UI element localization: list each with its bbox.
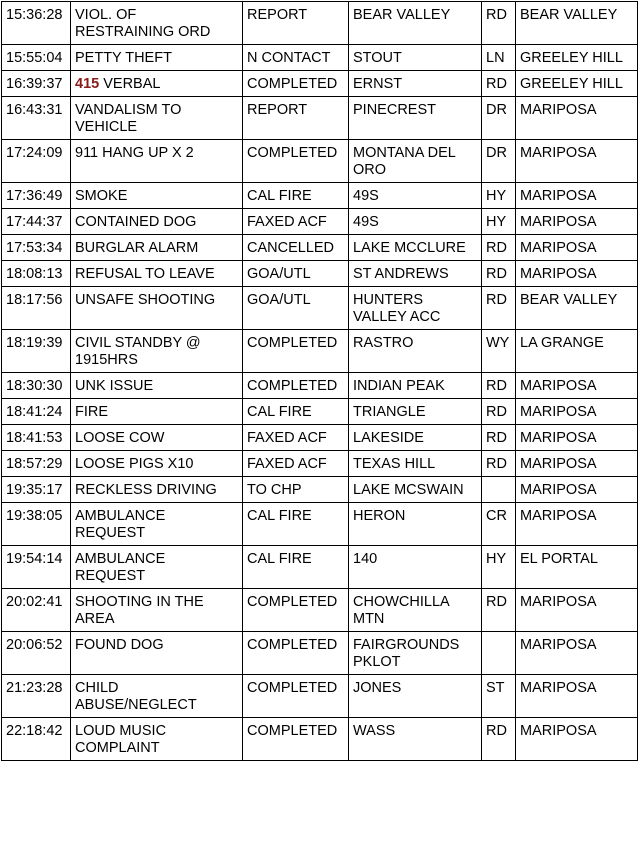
incident-street: BEAR VALLEY [349, 2, 482, 45]
incident-city: MARIPOSA [516, 183, 638, 209]
incident-time: 20:06:52 [2, 632, 71, 675]
incident-type: UNK ISSUE [71, 373, 243, 399]
incident-disposition: COMPLETED [243, 71, 349, 97]
incident-disposition: COMPLETED [243, 330, 349, 373]
incident-street: 49S [349, 183, 482, 209]
incident-city: MARIPOSA [516, 373, 638, 399]
incident-street-suffix: RD [482, 287, 516, 330]
incident-type-text: VERBAL [99, 76, 161, 92]
incident-type: SHOOTING IN THE AREA [71, 589, 243, 632]
incident-type: UNSAFE SHOOTING [71, 287, 243, 330]
incident-type: SMOKE [71, 183, 243, 209]
incident-street: TRIANGLE [349, 399, 482, 425]
incident-city: MARIPOSA [516, 451, 638, 477]
incident-type: LOOSE PIGS X10 [71, 451, 243, 477]
incident-time: 18:41:24 [2, 399, 71, 425]
incident-street: HUNTERS VALLEY ACC [349, 287, 482, 330]
incident-street-suffix: RD [482, 71, 516, 97]
incident-city: BEAR VALLEY [516, 2, 638, 45]
incident-time: 16:39:37 [2, 71, 71, 97]
incident-time: 19:35:17 [2, 477, 71, 503]
incident-disposition: N CONTACT [243, 45, 349, 71]
table-row [2, 451, 638, 477]
incident-street: LAKE MCSWAIN [349, 477, 482, 503]
incident-city: GREELEY HILL [516, 71, 638, 97]
incident-city: MARIPOSA [516, 399, 638, 425]
table-row [2, 546, 638, 589]
incident-time: 18:08:13 [2, 261, 71, 287]
incident-street-suffix: RD [482, 235, 516, 261]
incident-type [71, 71, 243, 97]
incident-street-suffix: DR [482, 97, 516, 140]
incident-street-suffix: WY [482, 330, 516, 373]
incident-type: VIOL. OF RESTRAINING ORD [71, 2, 243, 45]
incident-city: MARIPOSA [516, 140, 638, 183]
incident-time: 17:44:37 [2, 209, 71, 235]
incident-log-table [1, 1, 638, 761]
incident-time: 15:36:28 [2, 2, 71, 45]
table-row [2, 503, 638, 546]
incident-street: STOUT [349, 45, 482, 71]
incident-street: LAKE MCCLURE [349, 235, 482, 261]
table-row [2, 477, 638, 503]
incident-city: MARIPOSA [516, 503, 638, 546]
incident-city: BEAR VALLEY [516, 287, 638, 330]
incident-street-suffix: RD [482, 425, 516, 451]
incident-disposition: GOA/UTL [243, 261, 349, 287]
incident-street: WASS [349, 718, 482, 761]
incident-disposition: FAXED ACF [243, 451, 349, 477]
incident-city: MARIPOSA [516, 209, 638, 235]
incident-street: ERNST [349, 71, 482, 97]
incident-log-body [2, 2, 638, 761]
incident-type: LOUD MUSIC COMPLAINT [71, 718, 243, 761]
incident-time: 18:17:56 [2, 287, 71, 330]
incident-street: LAKESIDE [349, 425, 482, 451]
incident-city: MARIPOSA [516, 589, 638, 632]
incident-time: 21:23:28 [2, 675, 71, 718]
incident-street-suffix: HY [482, 183, 516, 209]
incident-type: CIVIL STANDBY @ 1915HRS [71, 330, 243, 373]
table-row [2, 97, 638, 140]
incident-disposition: COMPLETED [243, 718, 349, 761]
incident-type: CONTAINED DOG [71, 209, 243, 235]
incident-street: TEXAS HILL [349, 451, 482, 477]
incident-disposition: COMPLETED [243, 632, 349, 675]
table-row [2, 425, 638, 451]
incident-street-suffix: RD [482, 451, 516, 477]
table-row [2, 718, 638, 761]
incident-street: FAIRGROUNDS PKLOT [349, 632, 482, 675]
incident-disposition: FAXED ACF [243, 425, 349, 451]
incident-disposition: COMPLETED [243, 589, 349, 632]
incident-city: MARIPOSA [516, 235, 638, 261]
incident-street-suffix: ST [482, 675, 516, 718]
incident-disposition: CAL FIRE [243, 546, 349, 589]
incident-time: 16:43:31 [2, 97, 71, 140]
incident-street: INDIAN PEAK [349, 373, 482, 399]
incident-street: PINECREST [349, 97, 482, 140]
incident-type: BURGLAR ALARM [71, 235, 243, 261]
incident-street: RASTRO [349, 330, 482, 373]
incident-street-suffix: RD [482, 2, 516, 45]
incident-time: 15:55:04 [2, 45, 71, 71]
incident-street-suffix: HY [482, 546, 516, 589]
incident-type: CHILD ABUSE/NEGLECT [71, 675, 243, 718]
incident-street: 140 [349, 546, 482, 589]
table-row [2, 2, 638, 45]
incident-type: FOUND DOG [71, 632, 243, 675]
incident-city: EL PORTAL [516, 546, 638, 589]
incident-city: MARIPOSA [516, 261, 638, 287]
incident-street-suffix: CR [482, 503, 516, 546]
incident-city: MARIPOSA [516, 632, 638, 675]
incident-disposition: FAXED ACF [243, 209, 349, 235]
incident-disposition: CAL FIRE [243, 183, 349, 209]
incident-type: PETTY THEFT [71, 45, 243, 71]
table-row [2, 675, 638, 718]
incident-street-suffix: RD [482, 261, 516, 287]
incident-time: 18:19:39 [2, 330, 71, 373]
incident-disposition: COMPLETED [243, 140, 349, 183]
incident-disposition: REPORT [243, 97, 349, 140]
table-row [2, 632, 638, 675]
incident-city: MARIPOSA [516, 425, 638, 451]
incident-street: 49S [349, 209, 482, 235]
incident-time: 18:30:30 [2, 373, 71, 399]
incident-street-suffix: DR [482, 140, 516, 183]
incident-time: 20:02:41 [2, 589, 71, 632]
incident-time: 17:24:09 [2, 140, 71, 183]
incident-type: AMBULANCE REQUEST [71, 503, 243, 546]
incident-city: MARIPOSA [516, 97, 638, 140]
table-row [2, 209, 638, 235]
incident-type: LOOSE COW [71, 425, 243, 451]
incident-street-suffix: LN [482, 45, 516, 71]
incident-city: GREELEY HILL [516, 45, 638, 71]
incident-disposition: GOA/UTL [243, 287, 349, 330]
incident-time: 17:53:34 [2, 235, 71, 261]
incident-street: MONTANA DEL ORO [349, 140, 482, 183]
incident-street-suffix: RD [482, 589, 516, 632]
incident-time: 17:36:49 [2, 183, 71, 209]
table-row [2, 373, 638, 399]
incident-city: MARIPOSA [516, 675, 638, 718]
table-row [2, 261, 638, 287]
table-row [2, 140, 638, 183]
incident-type: RECKLESS DRIVING [71, 477, 243, 503]
table-row [2, 71, 638, 97]
incident-street: HERON [349, 503, 482, 546]
incident-type: FIRE [71, 399, 243, 425]
incident-disposition: REPORT [243, 2, 349, 45]
incident-disposition: CANCELLED [243, 235, 349, 261]
incident-time: 19:54:14 [2, 546, 71, 589]
table-row [2, 399, 638, 425]
incident-street: JONES [349, 675, 482, 718]
incident-type: REFUSAL TO LEAVE [71, 261, 243, 287]
incident-city: MARIPOSA [516, 718, 638, 761]
table-row [2, 589, 638, 632]
incident-time: 18:57:29 [2, 451, 71, 477]
table-row [2, 183, 638, 209]
table-row [2, 45, 638, 71]
incident-type: 911 HANG UP X 2 [71, 140, 243, 183]
incident-street-suffix: RD [482, 718, 516, 761]
incident-city: MARIPOSA [516, 477, 638, 503]
incident-disposition: CAL FIRE [243, 399, 349, 425]
incident-disposition: TO CHP [243, 477, 349, 503]
table-row [2, 235, 638, 261]
incident-city: LA GRANGE [516, 330, 638, 373]
incident-disposition: COMPLETED [243, 675, 349, 718]
incident-code: 415 [75, 76, 100, 92]
incident-type: AMBULANCE REQUEST [71, 546, 243, 589]
incident-street-suffix [482, 632, 516, 675]
incident-disposition: COMPLETED [243, 373, 349, 399]
incident-time: 18:41:53 [2, 425, 71, 451]
incident-disposition: CAL FIRE [243, 503, 349, 546]
incident-street-suffix: RD [482, 399, 516, 425]
incident-type: VANDALISM TO VEHICLE [71, 97, 243, 140]
incident-street-suffix: HY [482, 209, 516, 235]
table-row [2, 287, 638, 330]
incident-time: 19:38:05 [2, 503, 71, 546]
incident-street-suffix: RD [482, 373, 516, 399]
incident-street: ST ANDREWS [349, 261, 482, 287]
incident-street: CHOWCHILLA MTN [349, 589, 482, 632]
incident-time: 22:18:42 [2, 718, 71, 761]
table-row [2, 330, 638, 373]
incident-street-suffix [482, 477, 516, 503]
